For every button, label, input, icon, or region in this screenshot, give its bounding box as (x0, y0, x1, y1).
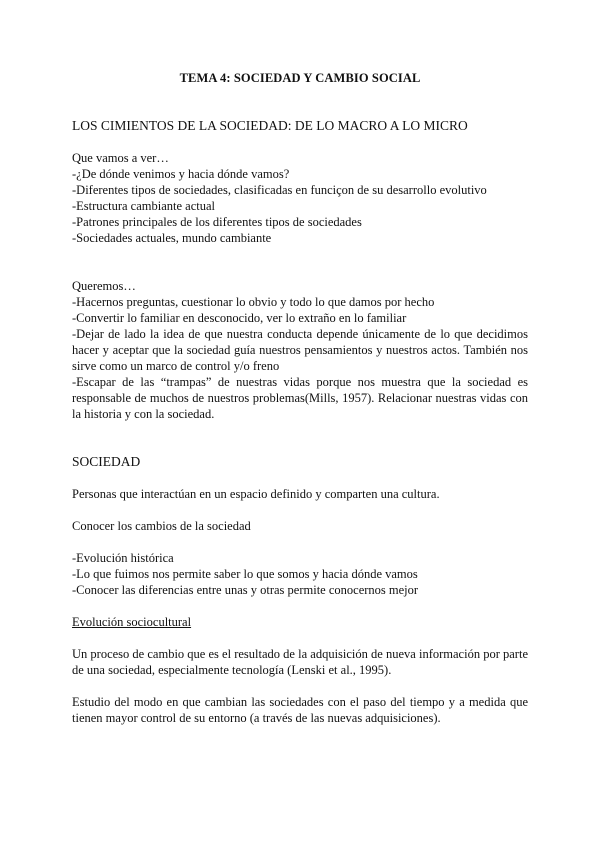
document-title: TEMA 4: SOCIEDAD Y CAMBIO SOCIAL (179, 71, 421, 85)
evolution-paragraph: Estudio del modo en que cambian las sociedades con el paso del tiempo y a medida que tienen mayor control de su entorno (a través de las nuevas adquisiciones). (72, 695, 528, 725)
list-item-paragraph: -Dejar de lado la idea de que nuestra conducta depende únicamente de lo que decidimos hacer y aceptar que la sociedad guía nuestros pensamientos y nuestros actos. También nos sirve como un marco de control y/o freno (72, 327, 528, 373)
list-item: -Hacernos preguntas, cuestionar lo obvio y todo lo que damos por hecho (72, 295, 435, 309)
list-item: -Lo que fuimos nos permite saber lo que somos y hacia dónde vamos (72, 567, 418, 581)
definition-text: Personas que interactúan en un espacio definido y comparten una cultura. (72, 487, 440, 501)
section-intro: Que vamos a ver… (72, 151, 169, 165)
list-item: -Patrones principales de los diferentes tipos de sociedades (72, 215, 362, 229)
list-item: -Convertir lo familiar en desconocido, ver lo extraño en lo familiar (72, 311, 407, 325)
list-item: -Evolución histórica (72, 551, 174, 565)
list-item-paragraph: -Escapar de las “trampas” de nuestras vidas porque nos muestra que la sociedad es responsable de muchos de nuestros problemas(Mills, 1957). Relacionar nuestras vidas con la historia y con la sociedad. (72, 375, 528, 421)
list-item: -Conocer las diferencias entre unas y otras permite conocernos mejor (72, 583, 419, 597)
evolution-paragraph: Un proceso de cambio que es el resultado de la adquisición de nueva información por parte de una sociedad, especialmente tecnología (Lenski et al., 1995). (72, 647, 528, 677)
subheading: Conocer los cambios de la sociedad (72, 519, 251, 533)
list-item: -Diferentes tipos de sociedades, clasificadas en funciçon de su desarrollo evolutivo (72, 183, 487, 197)
section-heading-cimientos: LOS CIMIENTOS DE LA SOCIEDAD: DE LO MACRO A LO MICRO (72, 118, 468, 133)
list-item: -Estructura cambiante actual (72, 199, 215, 213)
section-intro: Queremos… (72, 279, 136, 293)
list-item: -Sociedades actuales, mundo cambiante (72, 231, 272, 245)
evolution-heading: Evolución sociocultural (72, 615, 192, 629)
section-heading-sociedad: SOCIEDAD (72, 454, 141, 469)
list-item: -¿De dónde venimos y hacia dónde vamos? (72, 167, 290, 181)
